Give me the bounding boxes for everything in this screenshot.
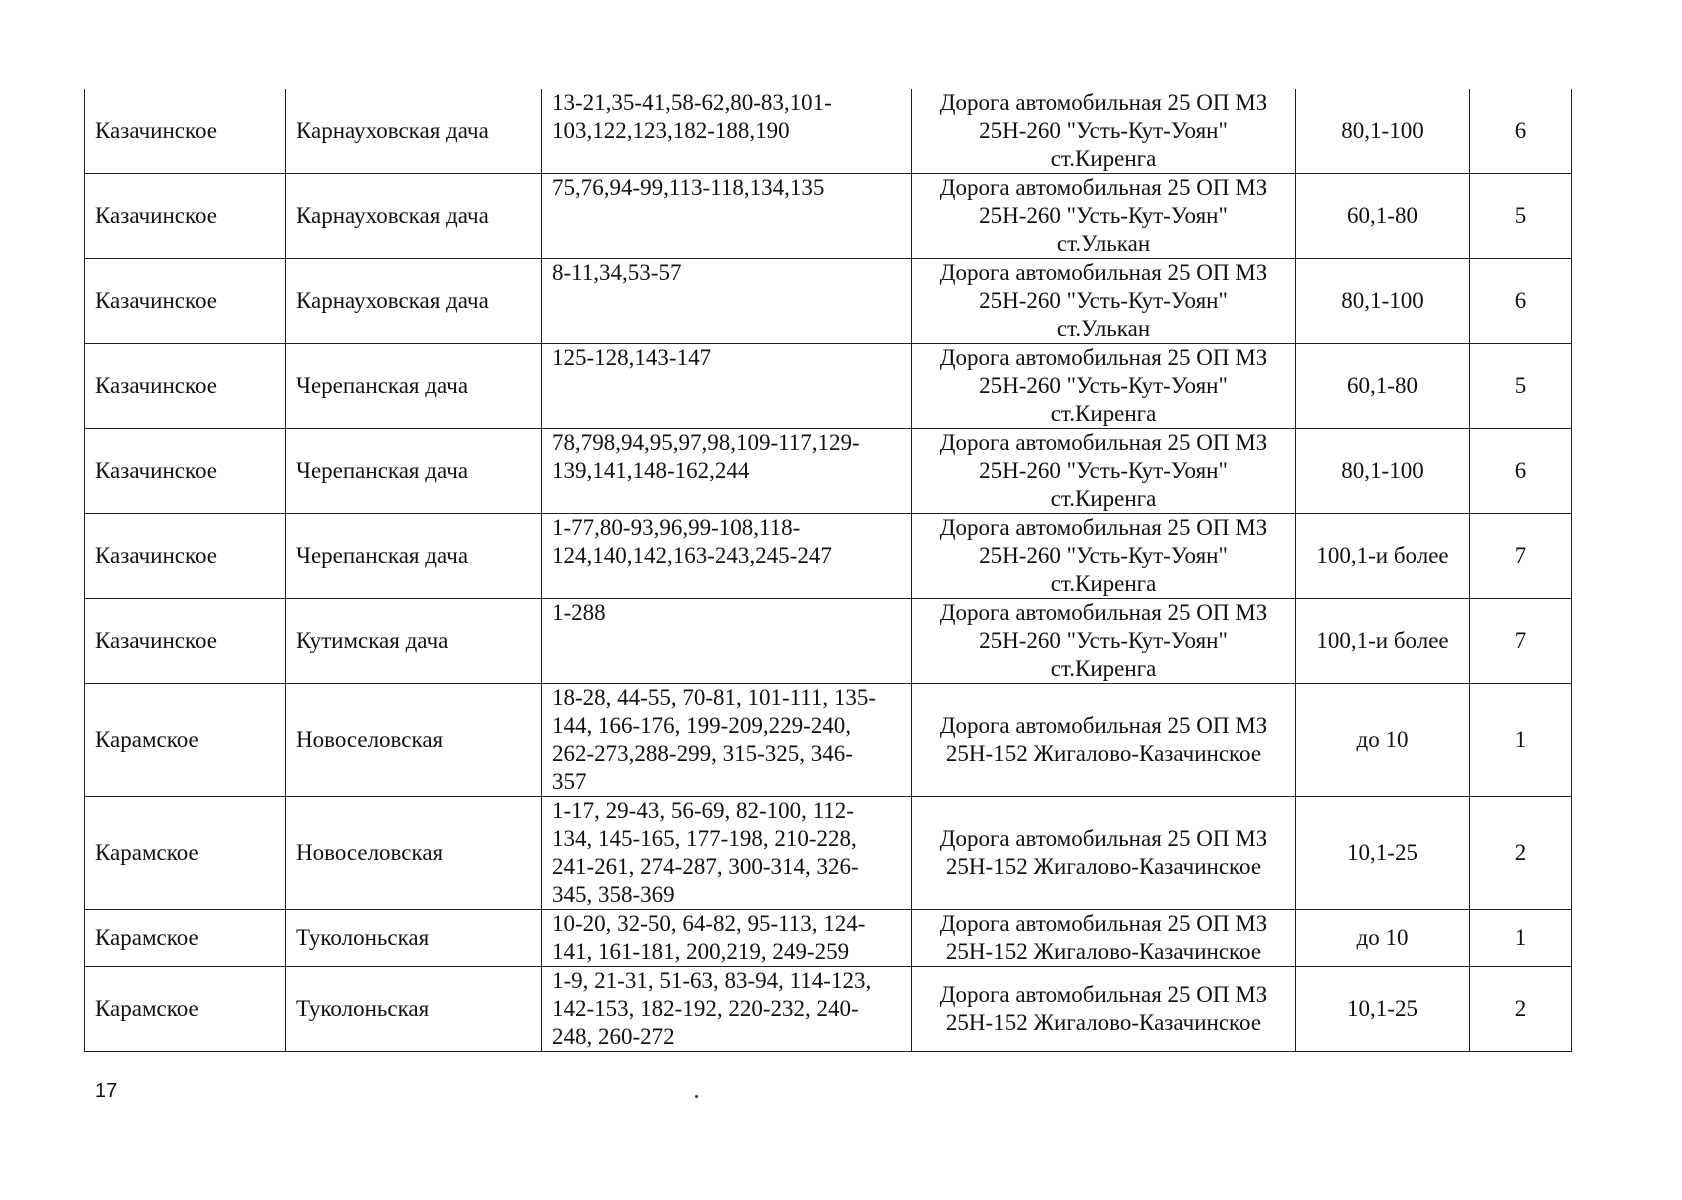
quarters-cell: 1-17, 29-43, 56-69, 82-100, 112- 134, 145-165, 177-198, 210-228, 241-261, 274-287, 300-314, 326- 345, 358-369 (542, 797, 912, 910)
distance-cell: 60,1-80 (1296, 174, 1470, 259)
settlement-cell: Казачинское (85, 514, 286, 599)
class-cell: 1 (1470, 684, 1572, 797)
dacha-cell: Туколоньская (286, 910, 542, 967)
quarters-cell: 78,798,94,95,97,98,109-117,129- 139,141,148-162,244 (542, 429, 912, 514)
table-row (85, 599, 1572, 684)
road-cell: Дорога автомобильная 25 ОП МЗ 25Н-260 "Усть-Кут-Уоян" ст.Киренга (912, 514, 1296, 599)
road-cell: Дорога автомобильная 25 ОП МЗ 25Н-260 "Усть-Кут-Уоян" ст.Киренга (912, 344, 1296, 429)
dacha-cell: Кутимская дача (286, 599, 542, 684)
settlement-cell: Казачинское (85, 599, 286, 684)
dacha-cell: Новоселовская (286, 797, 542, 910)
quarters-cell: 1-9, 21-31, 51-63, 83-94, 114-123, 142-153, 182-192, 220-232, 240- 248, 260-272 (542, 967, 912, 1052)
class-cell: 2 (1470, 967, 1572, 1052)
settlement-cell: Казачинское (85, 174, 286, 259)
distance-cell: 10,1-25 (1296, 967, 1470, 1052)
dacha-cell: Карнауховская дача (286, 89, 542, 174)
table-row (85, 797, 1572, 910)
class-cell: 6 (1470, 429, 1572, 514)
table-row (85, 967, 1572, 1052)
quarters-cell: 1-77,80-93,96,99-108,118- 124,140,142,163-243,245-247 (542, 514, 912, 599)
distance-cell: 80,1-100 (1296, 89, 1470, 174)
road-cell: Дорога автомобильная 25 ОП МЗ 25Н-260 "Усть-Кут-Уоян" ст.Киренга (912, 89, 1296, 174)
road-cell: Дорога автомобильная 25 ОП МЗ 25Н-260 "Усть-Кут-Уоян" ст.Улькан (912, 259, 1296, 344)
page-number: 17 (95, 1080, 118, 1102)
dacha-cell: Черепанская дача (286, 514, 542, 599)
distance-cell: 80,1-100 (1296, 259, 1470, 344)
distance-cell: 100,1-и более (1296, 599, 1470, 684)
road-cell: Дорога автомобильная 25 ОП МЗ 25Н-152 Жигалово-Казачинское (912, 910, 1296, 967)
road-cell: Дорога автомобильная 25 ОП МЗ 25Н-260 "Усть-Кут-Уоян" ст.Улькан (912, 174, 1296, 259)
dacha-cell: Карнауховская дача (286, 174, 542, 259)
settlement-cell: Казачинское (85, 429, 286, 514)
class-cell: 5 (1470, 344, 1572, 429)
class-cell: 6 (1470, 259, 1572, 344)
settlement-cell: Казачинское (85, 259, 286, 344)
table-row (85, 344, 1572, 429)
scan-dot (695, 1095, 698, 1098)
distance-cell: до 10 (1296, 910, 1470, 967)
class-cell: 7 (1470, 514, 1572, 599)
settlement-cell: Карамское (85, 797, 286, 910)
dacha-cell: Карнауховская дача (286, 259, 542, 344)
settlement-cell: Карамское (85, 910, 286, 967)
class-cell: 1 (1470, 910, 1572, 967)
road-cell: Дорога автомобильная 25 ОП МЗ 25Н-260 "Усть-Кут-Уоян" ст.Киренга (912, 599, 1296, 684)
class-cell: 7 (1470, 599, 1572, 684)
road-cell: Дорога автомобильная 25 ОП МЗ 25Н-152 Жигалово-Казачинское (912, 797, 1296, 910)
table-body (85, 89, 1572, 1052)
road-cell: Дорога автомобильная 25 ОП МЗ 25Н-260 "Усть-Кут-Уоян" ст.Киренга (912, 429, 1296, 514)
settlement-cell: Казачинское (85, 89, 286, 174)
settlement-cell: Карамское (85, 684, 286, 797)
class-cell: 6 (1470, 89, 1572, 174)
settlement-cell: Карамское (85, 967, 286, 1052)
road-cell: Дорога автомобильная 25 ОП МЗ 25Н-152 Жигалово-Казачинское (912, 967, 1296, 1052)
dacha-cell: Черепанская дача (286, 344, 542, 429)
quarters-cell: 1-288 (542, 599, 912, 684)
table-row (85, 514, 1572, 599)
dacha-cell: Черепанская дача (286, 429, 542, 514)
table-row (85, 429, 1572, 514)
dacha-cell: Новоселовская (286, 684, 542, 797)
quarters-cell: 18-28, 44-55, 70-81, 101-111, 135- 144, 166-176, 199-209,229-240, 262-273,288-299, 315-325, 346- 357 (542, 684, 912, 797)
settlement-cell: Казачинское (85, 344, 286, 429)
quarters-cell: 75,76,94-99,113-118,134,135 (542, 174, 912, 259)
road-cell: Дорога автомобильная 25 ОП МЗ 25Н-152 Жигалово-Казачинское (912, 684, 1296, 797)
distance-cell: 10,1-25 (1296, 797, 1470, 910)
dacha-cell: Туколоньская (286, 967, 542, 1052)
quarters-cell: 13-21,35-41,58-62,80-83,101- 103,122,123,182-188,190 (542, 89, 912, 174)
table-row (85, 259, 1572, 344)
quarters-cell: 10-20, 32-50, 64-82, 95-113, 124- 141, 161-181, 200,219, 249-259 (542, 910, 912, 967)
quarters-cell: 125-128,143-147 (542, 344, 912, 429)
table-row (85, 684, 1572, 797)
quarters-cell: 8-11,34,53-57 (542, 259, 912, 344)
class-cell: 2 (1470, 797, 1572, 910)
table-row (85, 174, 1572, 259)
distance-cell: 60,1-80 (1296, 344, 1470, 429)
class-cell: 5 (1470, 174, 1572, 259)
distance-cell: 100,1-и более (1296, 514, 1470, 599)
table-row (85, 910, 1572, 967)
forest-quarters-table (84, 89, 1572, 1052)
distance-cell: 80,1-100 (1296, 429, 1470, 514)
table-row (85, 89, 1572, 174)
distance-cell: до 10 (1296, 684, 1470, 797)
